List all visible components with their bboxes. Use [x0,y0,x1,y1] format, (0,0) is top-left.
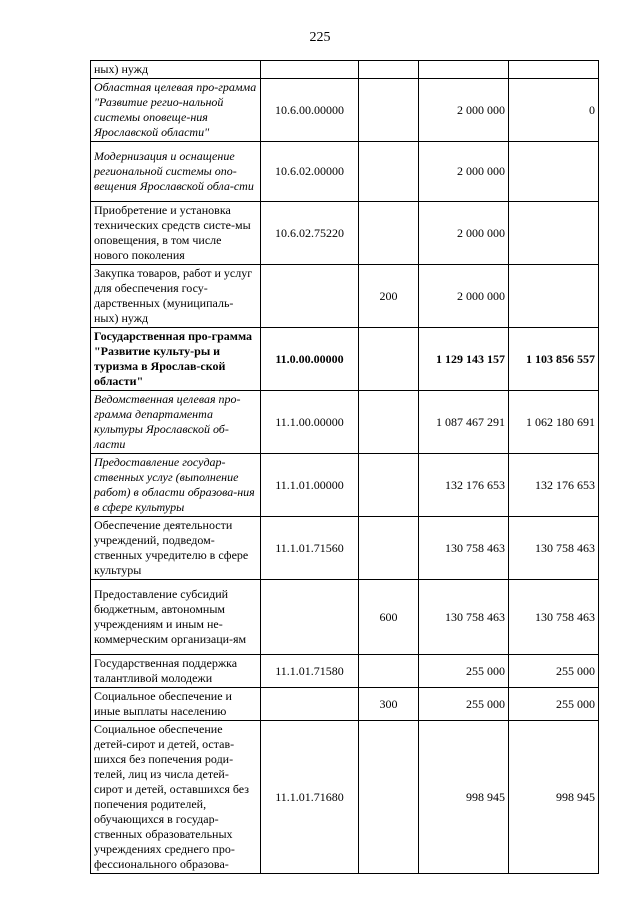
target-article-code: 10.6.02.00000 [261,142,359,202]
table-row [91,655,599,688]
item-name: Государственная поддержка талантливой молодежи [91,655,261,688]
table-row [91,142,599,202]
amount-year-1: 130 758 463 [419,580,509,655]
target-article-code: 11.1.01.71580 [261,655,359,688]
amount-year-1: 1 087 467 291 [419,391,509,454]
amount-year-1: 2 000 000 [419,265,509,328]
item-name: Социальное обеспечение детей-сирот и детей, остав-шихся без попечения роди-телей, лиц из числа детей-сирот и детей, оставшихся без попечения родителей, обучающихся в государ-ственных образовательных учреждениях среднего про-фессионального образова- [91,721,261,874]
item-name: Предоставление государ-ственных услуг (выполнение работ) в области образова-ния в сфере культуры [91,454,261,517]
amount-year-2: 998 945 [509,721,599,874]
target-article-code: 11.1.01.71560 [261,517,359,580]
item-name: Государственная про-грамма "Развитие культу-ры и туризма в Ярослав-ской области" [91,328,261,391]
item-name: Областная целевая про-грамма "Развитие регио-нальной системы оповеще-ния Ярославской области" [91,79,261,142]
amount-year-2 [509,142,599,202]
item-name: Закупка товаров, работ и услуг для обеспечения госу-дарственных (муниципаль-ных) нужд [91,265,261,328]
table-row [91,265,599,328]
item-name: Социальное обеспечение и иные выплаты населению [91,688,261,721]
amount-year-1: 2 000 000 [419,142,509,202]
item-name: ных) нужд [91,61,261,79]
table-row [91,61,599,79]
amount-year-2 [509,61,599,79]
table-row [91,580,599,655]
amount-year-2: 0 [509,79,599,142]
budget-table-body [91,61,599,874]
expense-type-code [359,61,419,79]
amount-year-2: 1 103 856 557 [509,328,599,391]
item-name: Модернизация и оснащение региональной системы опо-вещения Ярославской обла-сти [91,142,261,202]
target-article-code [261,61,359,79]
table-row [91,79,599,142]
target-article-code: 11.1.01.00000 [261,454,359,517]
table-row [91,721,599,874]
expense-type-code [359,655,419,688]
item-name: Ведомственная целевая про-грамма департамента культуры Ярославской об-ласти [91,391,261,454]
expense-type-code: 600 [359,580,419,655]
amount-year-2: 255 000 [509,688,599,721]
expense-type-code [359,517,419,580]
table-row [91,391,599,454]
target-article-code: 10.6.00.00000 [261,79,359,142]
table-row [91,688,599,721]
table-row [91,454,599,517]
amount-year-2: 132 176 653 [509,454,599,517]
amount-year-1: 130 758 463 [419,517,509,580]
amount-year-2 [509,265,599,328]
amount-year-2: 1 062 180 691 [509,391,599,454]
expense-type-code: 200 [359,265,419,328]
target-article-code: 11.0.00.00000 [261,328,359,391]
target-article-code [261,688,359,721]
amount-year-2: 255 000 [509,655,599,688]
amount-year-1: 255 000 [419,688,509,721]
page-number: 225 [309,30,331,45]
target-article-code: 11.1.01.71680 [261,721,359,874]
amount-year-1 [419,61,509,79]
expense-type-code [359,391,419,454]
amount-year-1: 255 000 [419,655,509,688]
table-row [91,517,599,580]
amount-year-1: 2 000 000 [419,202,509,265]
expense-type-code [359,142,419,202]
item-name: Приобретение и установка технических средств систе-мы оповещения, в том числе нового поколения [91,202,261,265]
amount-year-2 [509,202,599,265]
table-row [91,202,599,265]
item-name: Предоставление субсидий бюджетным, автономным учреждениям и иным не-коммерческим организаци-ям [91,580,261,655]
expense-type-code [359,202,419,265]
expense-type-code [359,328,419,391]
target-article-code: 10.6.02.75220 [261,202,359,265]
expense-type-code [359,721,419,874]
amount-year-2: 130 758 463 [509,580,599,655]
amount-year-1: 1 129 143 157 [419,328,509,391]
expense-type-code [359,454,419,517]
target-article-code [261,265,359,328]
item-name: Обеспечение деятельности учреждений, подведом-ственных учредителю в сфере культуры [91,517,261,580]
budget-table [90,60,599,874]
amount-year-1: 998 945 [419,721,509,874]
target-article-code [261,580,359,655]
target-article-code: 11.1.00.00000 [261,391,359,454]
expense-type-code: 300 [359,688,419,721]
expense-type-code [359,79,419,142]
amount-year-1: 132 176 653 [419,454,509,517]
table-row [91,328,599,391]
amount-year-1: 2 000 000 [419,79,509,142]
amount-year-2: 130 758 463 [509,517,599,580]
